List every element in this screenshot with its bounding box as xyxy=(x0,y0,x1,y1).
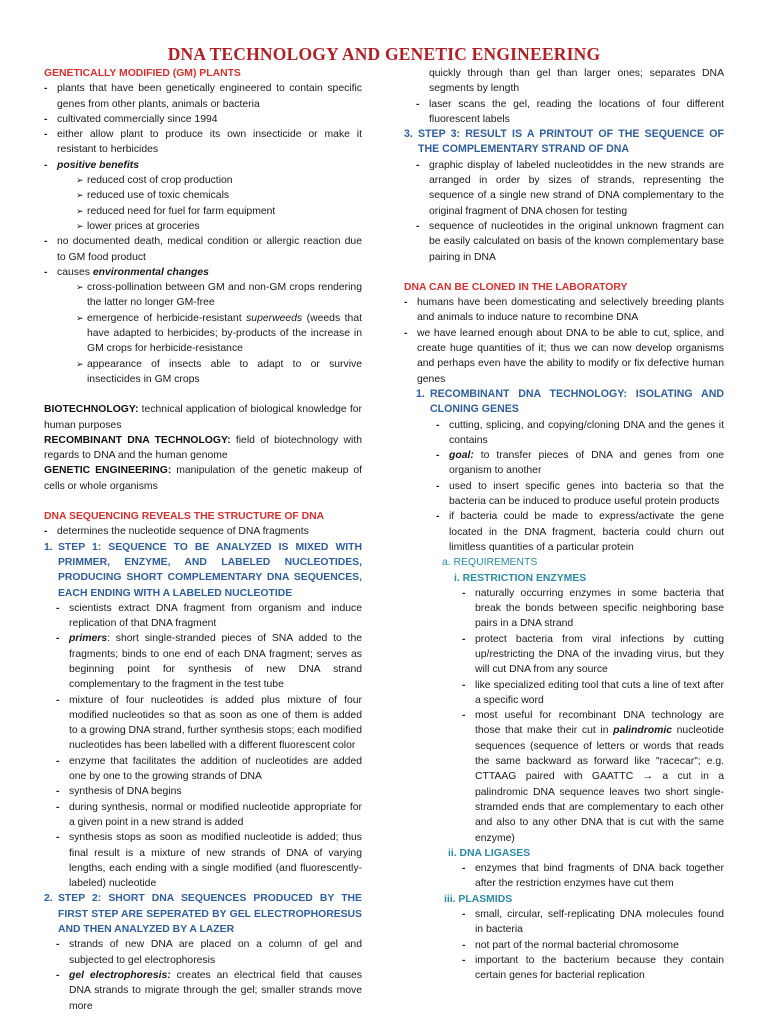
definition-term: RECOMBINANT DNA TECHNOLOGY: xyxy=(44,434,231,446)
benefit-item: ➢ lower prices at groceries xyxy=(76,219,362,234)
env-pre: causes xyxy=(57,266,93,278)
primers-term: primers xyxy=(69,633,108,645)
primers-text: : short single-stranded pieces of SNA added to the fragments; binds to one end of each DNA fragment; serves as beginning point for synthesis of new DNA strand complementary to the fragment in the test tube xyxy=(69,633,362,691)
definition-text: manipulation of the genetic makeup of cells or whole organisms xyxy=(44,465,362,492)
ligases-heading: ii. DNA LIGASES xyxy=(448,847,531,859)
recombinant-heading xyxy=(416,387,724,418)
step-number: 3. xyxy=(404,128,413,141)
restriction-bullet: - naturally occurring enzymes in some bacteria that break the bonds between specific neighboring base pairs in a DNA strand xyxy=(462,586,724,632)
recombinant-bullet xyxy=(436,448,724,479)
benefit-item: ➢ reduced need for fuel for farm equipment xyxy=(76,204,362,219)
continued-text: quickly through than gel than larger ones; separates DNA segments by length xyxy=(429,68,724,95)
step2-bullet xyxy=(56,968,362,1014)
restriction-bullet xyxy=(462,708,724,846)
restriction-bullet: - protect bacteria from viral infections by cutting up/restricting the DNA of the invading virus, but they will cut DNA from any source xyxy=(462,632,724,678)
gm-bullet: - cultivated commercially since 1994 xyxy=(44,112,362,127)
recombinant-bullet: - used to insert specific genes into bacteria so that the bacteria can be induced to produce useful protein products xyxy=(436,479,724,510)
gel-text: creates an electrical field that causes DNA strands to migrate through the gel; smaller strands move more xyxy=(69,969,362,1012)
sequencing-heading: DNA SEQUENCING REVEALS THE STRUCTURE OF DNA xyxy=(44,511,325,523)
palindromic-term: palindromic xyxy=(613,725,672,737)
sequencing-bullet: - determines the nucleotide sequence of DNA fragments xyxy=(44,524,362,539)
step-title: STEP 1: SEQUENCE TO BE ANALYZED IS MIXED WITH PRIMMER, ENZYME, AND LABELED NUCLEOTIDES, PRODUCING SHORT COMPLEMENTARY DNA SEQUENCES, EACH ENDING WITH A LABELED NUCLEOTIDE xyxy=(58,541,362,599)
definition-genetic-engineering xyxy=(44,463,362,494)
step1-bullet: - synthesis of DNA begins xyxy=(56,784,362,799)
section-title: RECOMBINANT DNA TECHNOLOGY: ISOLATING AND CLONING GENES xyxy=(430,387,724,416)
step-number: 1. xyxy=(44,541,53,553)
benefit-item: ➢ reduced use of toxic chemicals xyxy=(76,188,362,203)
step-number: 2. xyxy=(44,893,53,905)
goal-term: goal: xyxy=(449,450,474,462)
benefits-label: positive benefits xyxy=(57,159,139,171)
recombinant-bullet: - cutting, splicing, and copying/cloning DNA and the genes it contains xyxy=(436,418,724,449)
step3-bullet: - sequence of nucleotides in the original unknown fragment can be easily calculated on basis of the known complementary base pairing in DNA xyxy=(416,219,724,265)
env-item xyxy=(76,311,362,357)
gm-bullet-benefits xyxy=(44,158,362,173)
goal-text: to transfer pieces of DNA and genes from one organism to another xyxy=(449,450,724,477)
superweeds-term: superweeds xyxy=(246,312,303,324)
step3-heading xyxy=(404,127,724,158)
plasmids-bullet: - important to the bacterium because they contain certain genes for bacterial replication xyxy=(462,953,724,984)
step2-bullet: - laser scans the gel, reading the locations of four different fluorescent labels xyxy=(416,97,724,128)
recombinant-bullet: - if bacteria could be made to express/activate the gene located in the DNA fragment, bacteria could churn out limitless quantities of a particular protein xyxy=(436,509,724,555)
step-title: STEP 2: SHORT DNA SEQUENCES PRODUCED BY THE FIRST STEP ARE SEPERATED BY GEL ELECTROPHORESUS AND THEN ANALYZED BY A LAZER xyxy=(58,893,362,936)
env-item: ➢ appearance of insects able to adapt to or survive insecticides in GM crops xyxy=(76,357,362,388)
env-item: ➢ cross-pollination between GM and non-GM crops rendering the latter no longer GM-free xyxy=(76,280,362,311)
definition-text: field of biotechnology with regards to DNA and the human genome xyxy=(44,434,362,462)
step3-bullet: - graphic display of labeled nucleotiddes in the new strands are arranged in order by sizes of strands, representing the sequence of a single new strand of DNA complementary to the original fragment of DNA chosen for testing xyxy=(416,158,724,219)
step-number: 1. xyxy=(416,387,425,400)
step1-bullet: - enzyme that facilitates the addition of nucleotides are added one by one to the growing strands of DNA xyxy=(56,754,362,785)
requirements-heading: a. REQUIREMENTS xyxy=(442,557,538,569)
restriction-enzymes-heading: i. RESTRICTION ENZYMES xyxy=(454,572,587,584)
plasmids-bullet: - not part of the normal bacterial chromosome xyxy=(462,938,724,953)
left-column xyxy=(44,66,362,1014)
gm-bullet-env xyxy=(44,265,362,280)
definition-biotechnology xyxy=(44,402,362,433)
cloning-bullet: - we have learned enough about DNA to be able to cut, splice, and create huge quantities of it; thus we can now develop organisms and perhaps even have the ability to modify or fix defective human genes xyxy=(404,326,724,387)
step1-heading xyxy=(44,540,362,601)
step1-bullet: - scientists extract DNA fragment from organism and induce replication of that DNA fragment xyxy=(56,601,362,632)
right-column xyxy=(404,66,724,984)
plasmids-bullet: - small, circular, self-replicating DNA molecules found in bacteria xyxy=(462,907,724,938)
cloning-heading: DNA CAN BE CLONED IN THE LABORATORY xyxy=(404,281,628,293)
step-title: STEP 3: RESULT IS A PRINTOUT OF THE SEQUENCE OF THE COMPLEMENTARY STRAND OF DNA xyxy=(418,128,724,156)
gm-bullet: - either allow plant to produce its own insecticide or make it resistant to herbicides xyxy=(44,127,362,158)
step2-bullet: - strands of new DNA are placed on a column of gel and subjected to gel electrophoresis xyxy=(56,937,362,968)
step1-bullet: - synthesis stops as soon as modified nucleotide is added; thus final result is a mixture of new strands of DNA of varying lengths, each ending with a single modified (and fluorescently-labeled) nucleotide xyxy=(56,830,362,891)
step1-bullet: - during synthesis, normal or modified nucleotide appropriate for a given point in a new strand is added xyxy=(56,800,362,831)
definition-text: technical application of biological knowledge for human purposes xyxy=(44,404,362,431)
cloning-bullet: - humans have been domesticating and selectively breeding plants and animals to induce nature to recombine DNA xyxy=(404,295,724,326)
restriction-bullet: - like specialized editing tool that cuts a line of text after a specific word xyxy=(462,678,724,709)
definition-term: GENETIC ENGINEERING: xyxy=(44,465,172,477)
plasmids-heading: iii. PLASMIDS xyxy=(444,893,513,905)
env2-post: (weeds that have adapted to herbicides; by-products of the increase in GM crops for herbicide-resistance xyxy=(87,312,362,355)
definition-recombinant xyxy=(44,433,362,464)
gm-bullet: - plants that have been genetically engineered to contain specific genes from other plants, animals or bacteria xyxy=(44,81,362,112)
page-title: DNA TECHNOLOGY AND GENETIC ENGINEERING xyxy=(167,44,601,64)
step1-bullet: - mixture of four nucleotides is added plus mixture of four modified nucleotides so that as soon as one of them is added to a growing DNA strand, further synthesis stops; each modified nucleotides has been labelled with a different fluorescent color xyxy=(56,693,362,754)
palindromic-post: nucleotide sequences (sequence of letters or words that reads the same backward as forward like "racecar"; e.g. CTTAAG paired with GAATTC → a cut in a palindromic DNA sequence leaves two short single-stramded ends that are complementary to each other and also to any other DNA that is cut with the same enzyme) xyxy=(475,725,725,844)
definition-term: BIOTECHNOLOGY: xyxy=(44,404,139,416)
palindromic-pre: most useful for recombinant DNA technology are those that make their cut in xyxy=(475,710,724,737)
step2-heading xyxy=(44,891,362,937)
gm-bullet: - no documented death, medical condition or allergic reaction due to GM food product xyxy=(44,234,362,265)
gm-heading: GENETICALLY MODIFIED (GM) PLANTS xyxy=(44,68,241,79)
ligases-bullet: - enzymes that bind fragments of DNA back together after the restriction enzymes have cut them xyxy=(462,861,724,892)
gel-term: gel electrophoresis: xyxy=(69,969,171,981)
benefit-item: ➢ reduced cost of crop production xyxy=(76,173,362,188)
step1-bullet xyxy=(56,631,362,692)
env-label: environmental changes xyxy=(92,266,209,278)
env2-pre: emergence of herbicide-resistant xyxy=(87,312,247,324)
